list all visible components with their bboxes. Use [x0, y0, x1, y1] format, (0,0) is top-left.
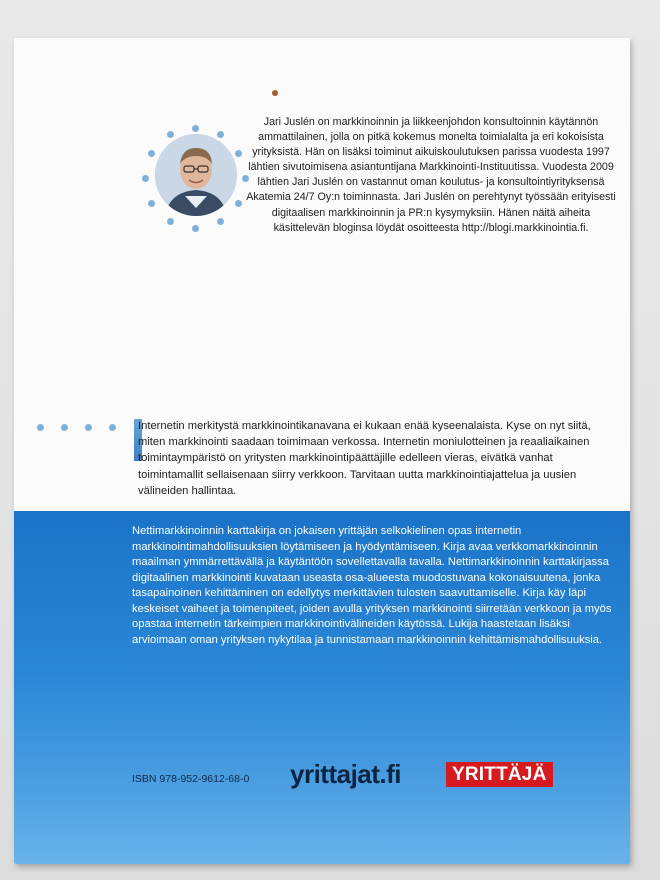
author-portrait-icon: [155, 134, 237, 216]
ring-dot: [192, 225, 199, 232]
author-photo: [155, 134, 237, 216]
row-dot: [85, 424, 92, 431]
ring-dot: [217, 131, 224, 138]
ring-dot: [142, 175, 149, 182]
ring-dot: [235, 200, 242, 207]
book-back-cover: [14, 38, 630, 864]
ring-dot: [167, 218, 174, 225]
row-dot: [37, 424, 44, 431]
row-dot: [61, 424, 68, 431]
isbn: ISBN 978-952-9612-68-0: [132, 773, 250, 785]
ring-dot: [167, 131, 174, 138]
decorative-dot: [272, 90, 278, 96]
intro-text: Internetin merkitystä markkinointikanavana ei kukaan enää kyseenalaista. Kyse on nyt siitä, miten markkinointi saadaan toimimaan verkossa. Internetin moniulotteinen ja reaaliaikainen toimintaympäristö on yritysten markkinointipäättäjille edelleen vieras, eivätkä vanhat toimintamallit sellaisenaan siirry verkkoon. Tarvitaan uutta markkinointiajattelua ja uusien välineiden hallintaa.: [138, 420, 591, 497]
author-bio: Jari Juslén on markkinoinnin ja liikkeenjohdon konsultoinnin käytännön ammattilainen, jolla on pitkä kokemus monelta toimialalta ja eri kokoisista yrityksistä. Hän on lisäksi toiminut aikuiskoulutuksen parissa vuodesta 1997 lähtien sivutoimisena asiantuntijana Markkinointi-Instituutissa. Vuodesta 2009 lähtien Jari Juslén on vastannut oman koulutus- ja konsultointiyrityksensä Akatemia 24/7 Oy:n toiminnasta. Jari Juslén on perehtynyt työssään erityisesti digitaalisen markkinoinnin ja PR:n kysymyksiin. Hänen näitä aiheita käsittelevän bloginsa löydät osoitteesta http://blogi.markkinointia.fi.: [246, 116, 616, 234]
ring-dot: [217, 218, 224, 225]
brand-logo: YRITTÄJÄ: [446, 762, 553, 787]
site-logo: yrittajat.fi: [290, 759, 402, 789]
book-description: Nettimarkkinoinnin karttakirja on jokaisen yrittäjän selkokielinen opas internetin markkinointimahdollisuuksien löytämiseen ja hyödyntämiseen. Kirja avaa verkkomarkkinoinnin maailman ymmärrettävällä ja käytäntöön sovellettavalla tavalla. Nettimarkkinoinnin karttakirjassa digitaalinen markkinointi kuvataan useasta osa-alueesta muodostuvana kokonaisuutena, jonka tasapainoinen kehittäminen on edellytys merkittävien tulosten saavuttamiselle. Kirja käy läpi keskeiset vaiheet ja toimenpiteet, joiden avulla yrityksen markkinointi siirretään verkkoon ja myös opastaa internetin tärkeimpien markkinointivälineiden käytössä. Lukija haastetaan lisäksi arvioimaan oman yrityksen nykytilaa ja tunnistamaan markkinoinnin kehittämismahdollisuuksia.: [132, 525, 612, 646]
ring-dot: [148, 150, 155, 157]
ring-dot: [235, 150, 242, 157]
ring-dot: [192, 125, 199, 132]
row-dot: [109, 424, 116, 431]
ring-dot: [148, 200, 155, 207]
